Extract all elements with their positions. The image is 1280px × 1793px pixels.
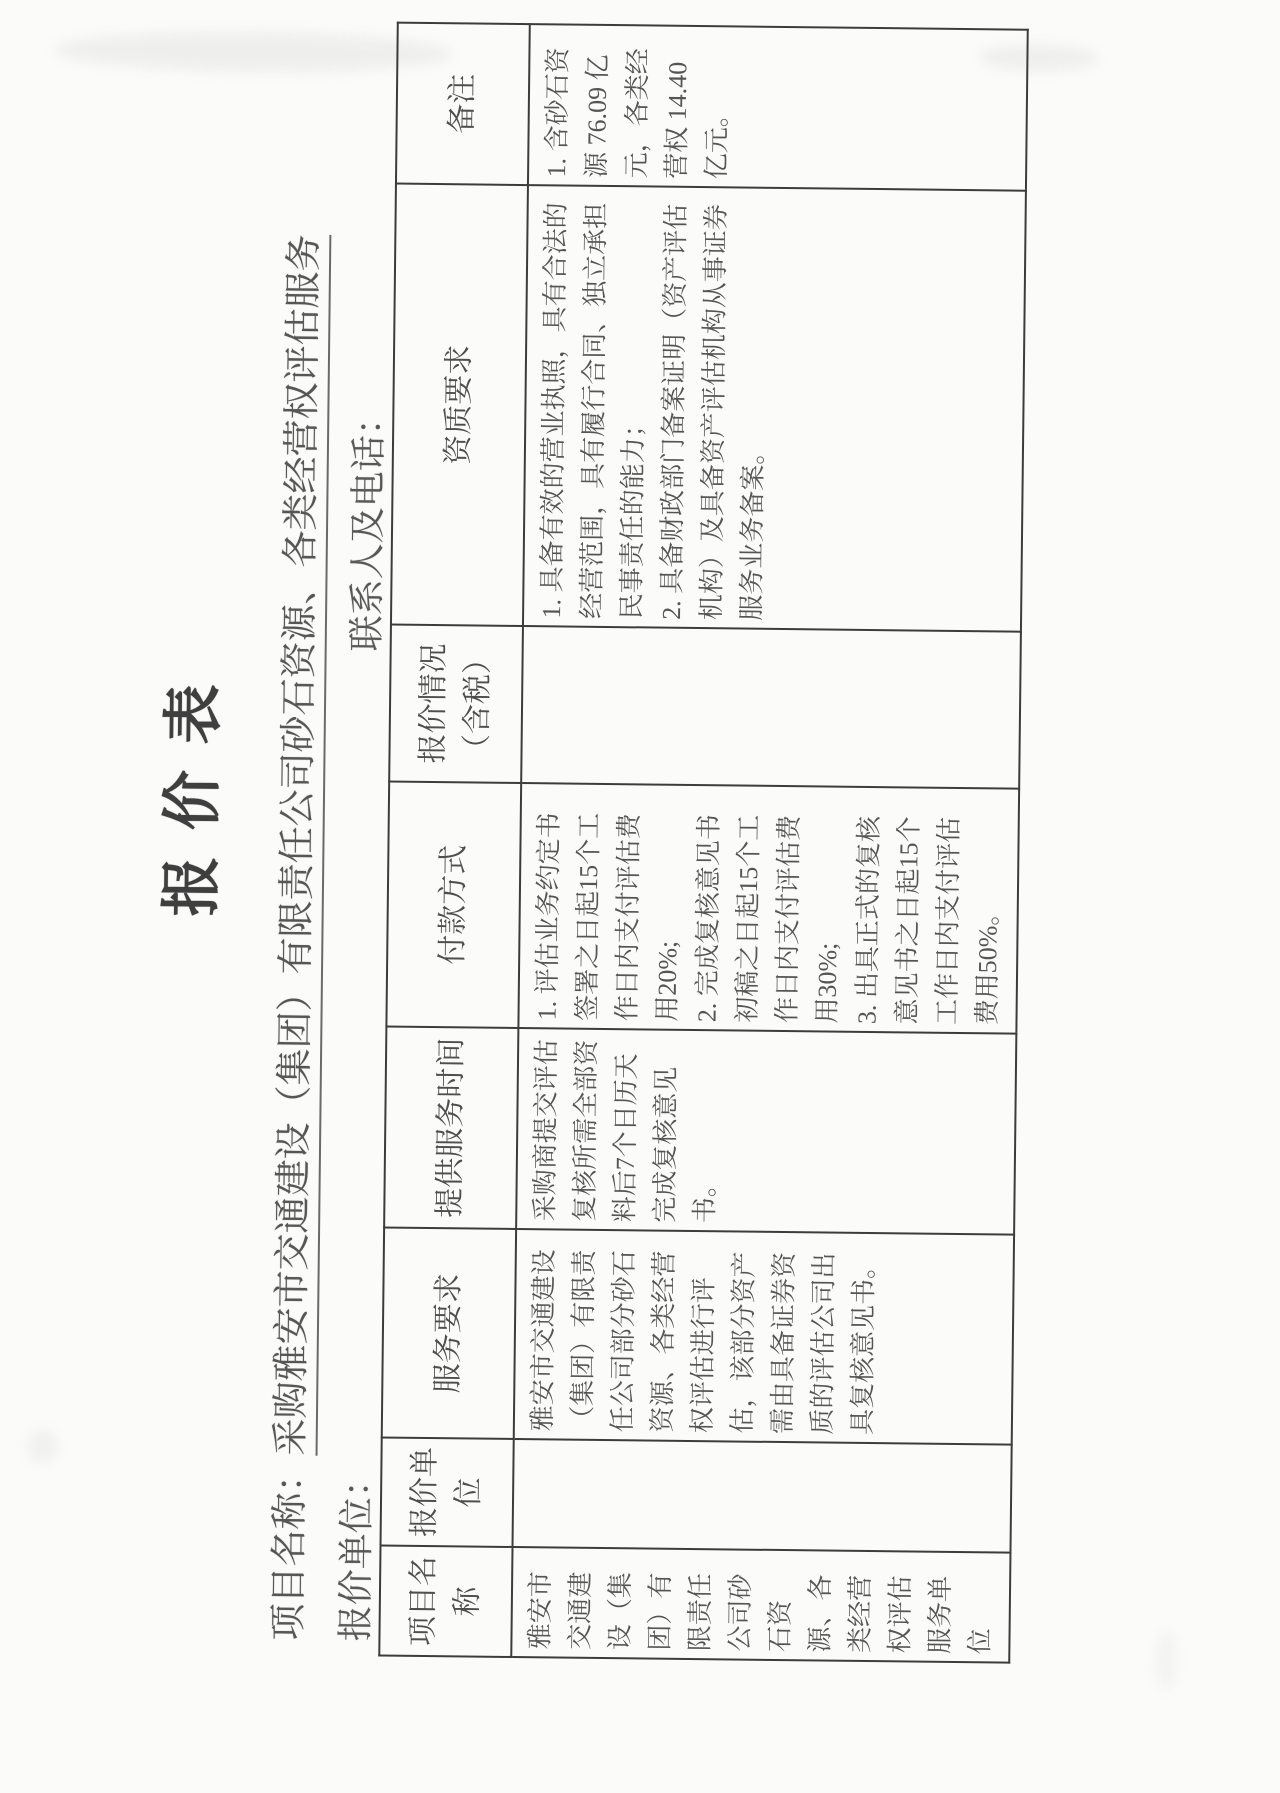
document-title: 报价表 xyxy=(158,657,228,917)
cell-payment-terms xyxy=(518,783,1019,1034)
header-service-requirements: 服务要求 xyxy=(382,1228,516,1439)
header-project-name: 项目名称 xyxy=(379,1545,512,1656)
header-quote-status: 报价情况（含税） xyxy=(389,625,523,783)
header-payment-terms: 付款方式 xyxy=(386,782,521,1028)
header-qualification: 资质要求 xyxy=(391,184,528,626)
qualification-item: 2. 具备财政部门备案证明（资产评估机构）及具备资产评估机构从事证券服务业务备案。 xyxy=(657,203,769,621)
cell-quote-status xyxy=(521,626,1021,789)
payment-term-item: 2. 完成复核意见书初稿之日起15个工作日内支付评估费用30%; xyxy=(692,813,843,1024)
cell-project-name: 雅安市交通建设（集团）有限责任公司砂石资源、各类经营权评估服务单位 xyxy=(511,1547,1010,1663)
scan-smudge xyxy=(53,30,453,75)
header-service-time: 提供服务时间 xyxy=(384,1027,518,1229)
header-quote-unit: 报价单位 xyxy=(381,1437,514,1546)
quotation-table xyxy=(378,22,1029,1664)
table-data-row xyxy=(511,24,1027,1663)
project-name-label: 项目名称： xyxy=(268,1455,312,1641)
cell-quote-unit xyxy=(513,1439,1012,1553)
rotated-sheet xyxy=(0,2,1274,1793)
payment-term-item: 3. 出具正式的复核意见书之日起15个工作日内支付评估费用50%。 xyxy=(852,815,1003,1026)
scan-smudge xyxy=(27,1429,57,1463)
header-remarks: 备注 xyxy=(396,23,530,185)
project-name-line xyxy=(257,140,328,1641)
cell-service-time: 采购商提交评估复核所需全部资料后7个日历天完成复核意见书。 xyxy=(516,1028,1016,1235)
project-name-value: 采购雅安市交通建设（集团）有限责任公司砂石资源、各类经营权评估服务 xyxy=(271,234,332,1455)
cell-qualification xyxy=(523,185,1026,632)
contact-label: 联系人及电话： xyxy=(346,399,390,652)
qualification-item: 1. 具备有效的营业执照，具有合法的经营范围，具有履行合同、独立承担民事责任的能力； xyxy=(537,202,649,620)
cell-service-requirements: 雅安市交通建设（集团）有限责任公司部分砂石资源、各类经营权评估进行评估，该部分资产需由具备证券资质的评估公司出具复核意见书。 xyxy=(514,1229,1014,1445)
cell-remarks: 1. 含砂石资源 76.09 亿元，各类经营权 14.40 亿元。 xyxy=(528,24,1028,191)
table-header-row xyxy=(379,23,530,1657)
payment-term-item: 1. 评估业务约定书签署之日起15个工作日内支付评估费用20%; xyxy=(532,812,683,1022)
scan-smudge xyxy=(1155,1630,1178,1690)
quote-unit-label: 报价单位： xyxy=(335,1460,378,1642)
